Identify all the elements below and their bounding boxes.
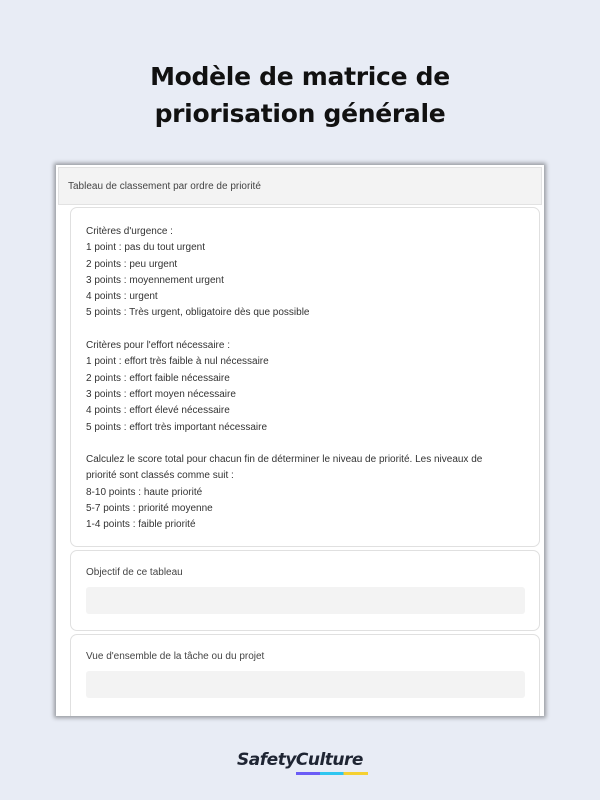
safetyculture-logo (0, 750, 600, 770)
score-line: priorité sont classés comme suit : (86, 470, 234, 482)
page-title (0, 58, 600, 132)
score-line: 5-7 points : priorité moyenne (86, 503, 213, 515)
urgency-line: 1 point : pas du tout urgent (86, 242, 205, 254)
title-line-1: Modèle de matrice de (150, 62, 450, 91)
urgency-line: 3 points : moyennement urgent (86, 274, 224, 286)
score-line: 8-10 points : haute priorité (86, 486, 203, 498)
objective-input[interactable] (86, 587, 525, 614)
effort-line: 2 points : effort faible nécessaire (86, 372, 230, 384)
logo-underline (296, 772, 368, 775)
urgency-line: Critères d'urgence : (86, 226, 173, 237)
urgency-line: 5 points : Très urgent, obligatoire dès que possible (86, 307, 310, 319)
objective-label: Objectif de ce tableau (86, 567, 183, 578)
score-line: 1-4 points : faible priorité (86, 519, 196, 531)
effort-line: 3 points : effort moyen nécessaire (86, 388, 236, 400)
overview-label: Vue d'ensemble de la tâche ou du projet (86, 651, 265, 662)
template-panel (56, 165, 544, 716)
panel-header: Tableau de classement par ordre de priorité (58, 167, 542, 205)
overview-card (70, 634, 540, 716)
score-line: Calculez le score total pour chacun fin de déterminer le niveau de priorité. Les niveaux de (86, 454, 483, 466)
title-line-2: priorisation générale (154, 99, 446, 128)
urgency-line: 4 points : urgent (86, 291, 158, 303)
overview-input[interactable] (86, 671, 525, 698)
effort-line: Critères pour l'effort nécessaire : (86, 340, 231, 352)
effort-line: 5 points : effort très important nécessaire (86, 421, 268, 433)
urgency-line: 2 points : peu urgent (86, 258, 178, 270)
effort-line: 1 point : effort très faible à nul nécessaire (86, 356, 269, 368)
criteria-card (70, 207, 540, 547)
objective-card (70, 550, 540, 631)
effort-line: 4 points : effort élevé nécessaire (86, 405, 230, 417)
brand-name: SafetyCulture (237, 750, 363, 770)
